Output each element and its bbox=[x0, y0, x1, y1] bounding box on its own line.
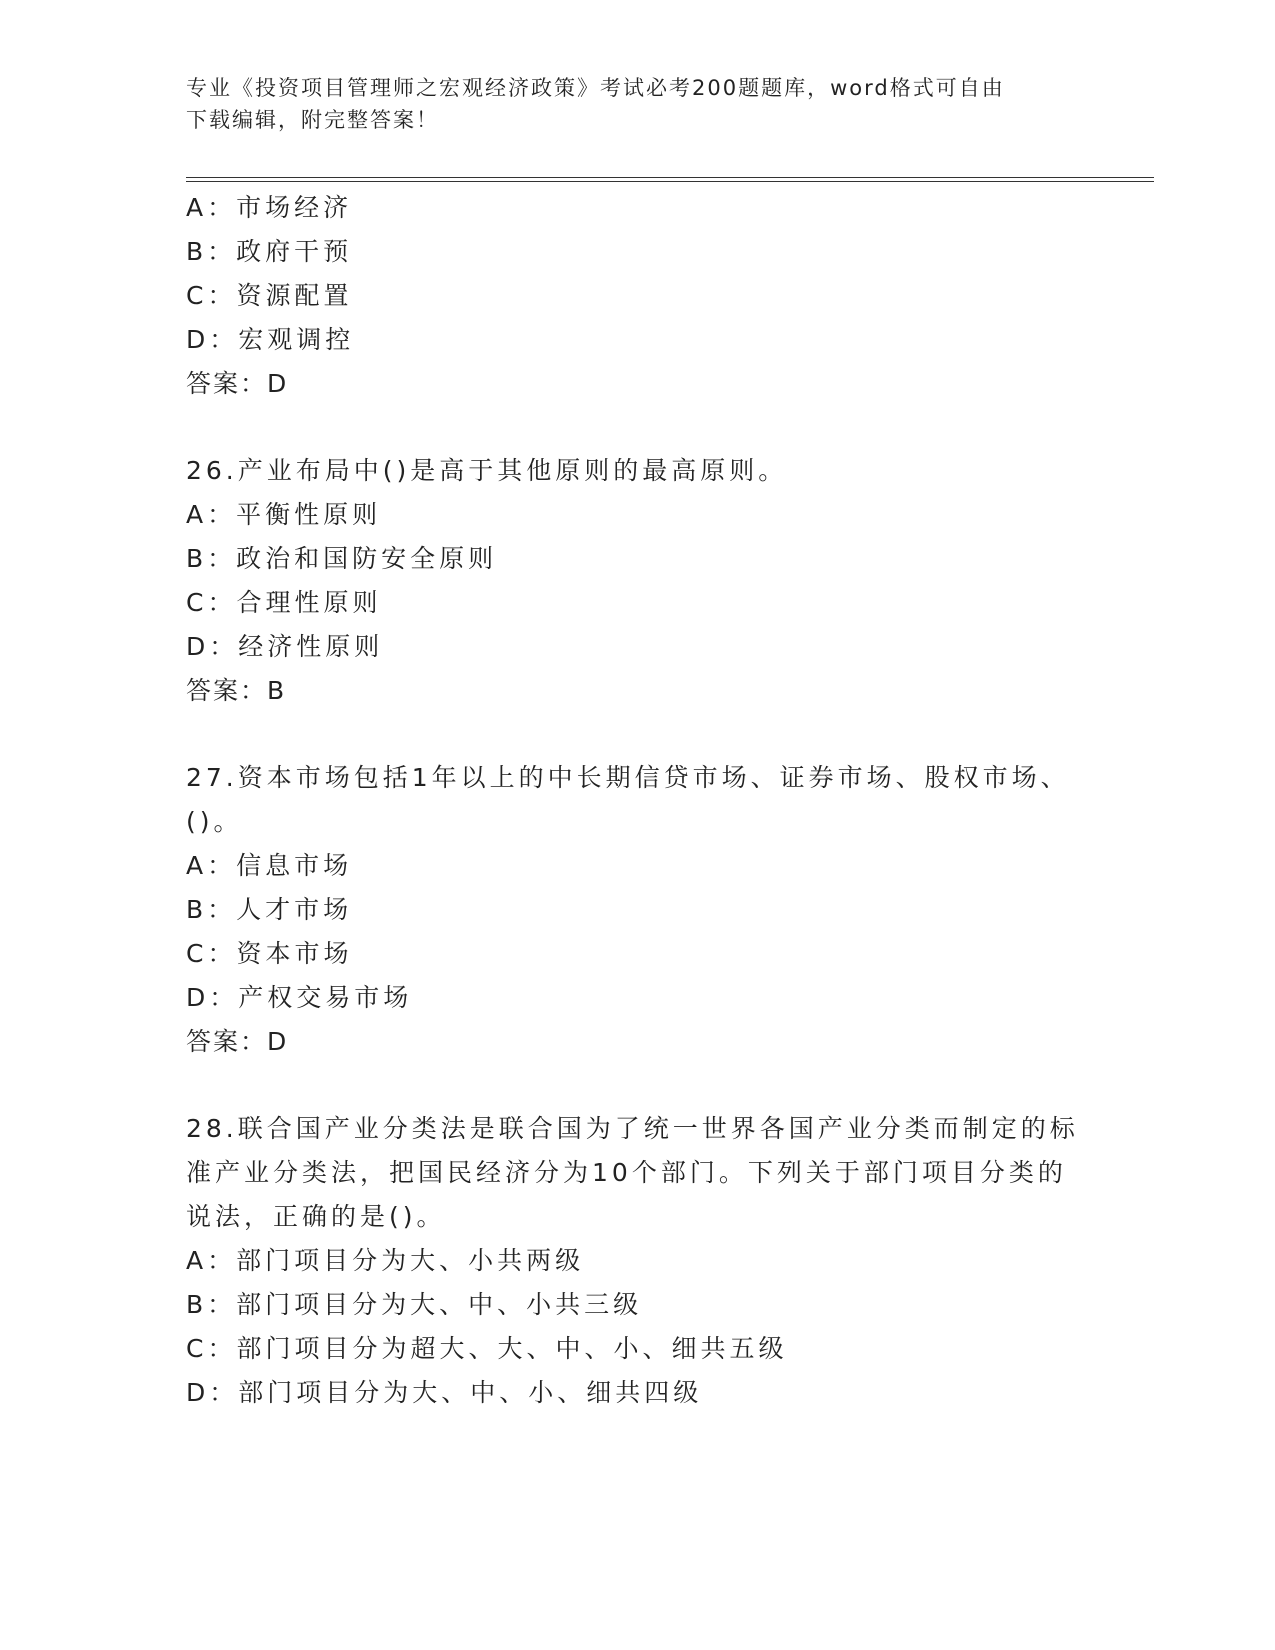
header-rule-top bbox=[186, 177, 1154, 178]
q27-question-line-2: ()。 bbox=[186, 807, 243, 836]
q28-option-a: A：部门项目分为大、小共两级 bbox=[186, 1246, 585, 1275]
q25-option-c: C：资源配置 bbox=[186, 281, 353, 310]
q26-question: 26.产业布局中()是高于其他原则的最高原则。 bbox=[186, 456, 788, 485]
q26-option-d: D：经济性原则 bbox=[186, 632, 384, 661]
header-rule-bottom bbox=[186, 181, 1154, 182]
q28-option-b: B：部门项目分为大、中、小共三级 bbox=[186, 1290, 643, 1319]
q27-option-d: D：产权交易市场 bbox=[186, 983, 413, 1012]
q28-question-line-3: 说法，正确的是()。 bbox=[186, 1202, 446, 1231]
document-header bbox=[186, 72, 1086, 136]
q28-question-line-1: 28.联合国产业分类法是联合国为了统一世界各国产业分类而制定的标 bbox=[186, 1114, 1079, 1143]
q25-option-a: A：市场经济 bbox=[186, 193, 353, 222]
q27-answer: 答案：D bbox=[186, 1027, 289, 1056]
q28-option-d: D：部门项目分为大、中、小、细共四级 bbox=[186, 1378, 703, 1407]
header-line-2: 下载编辑，附完整答案！ bbox=[186, 108, 439, 132]
q25-answer: 答案：D bbox=[186, 369, 289, 398]
q27-option-a: A：信息市场 bbox=[186, 851, 353, 880]
q26-option-a: A：平衡性原则 bbox=[186, 500, 382, 529]
q26-option-b: B：政治和国防安全原则 bbox=[186, 544, 498, 573]
q26-option-c: C：合理性原则 bbox=[186, 588, 382, 617]
q27-option-b: B：人才市场 bbox=[186, 895, 353, 924]
q27-option-c: C：资本市场 bbox=[186, 939, 353, 968]
q26-answer: 答案：B bbox=[186, 676, 287, 705]
header-line-1: 专业《投资项目管理师之宏观经济政策》考试必考200题题库，word格式可自由 bbox=[186, 76, 1005, 100]
q27-question-line-1: 27.资本市场包括1年以上的中长期信贷市场、证券市场、股权市场、 bbox=[186, 763, 1070, 792]
q28-option-c: C：部门项目分为超大、大、中、小、细共五级 bbox=[186, 1334, 788, 1363]
q28-question-line-2: 准产业分类法，把国民经济分为10个部门。下列关于部门项目分类的 bbox=[186, 1158, 1067, 1187]
q25-option-b: B：政府干预 bbox=[186, 237, 353, 266]
q25-option-d: D：宏观调控 bbox=[186, 325, 355, 354]
